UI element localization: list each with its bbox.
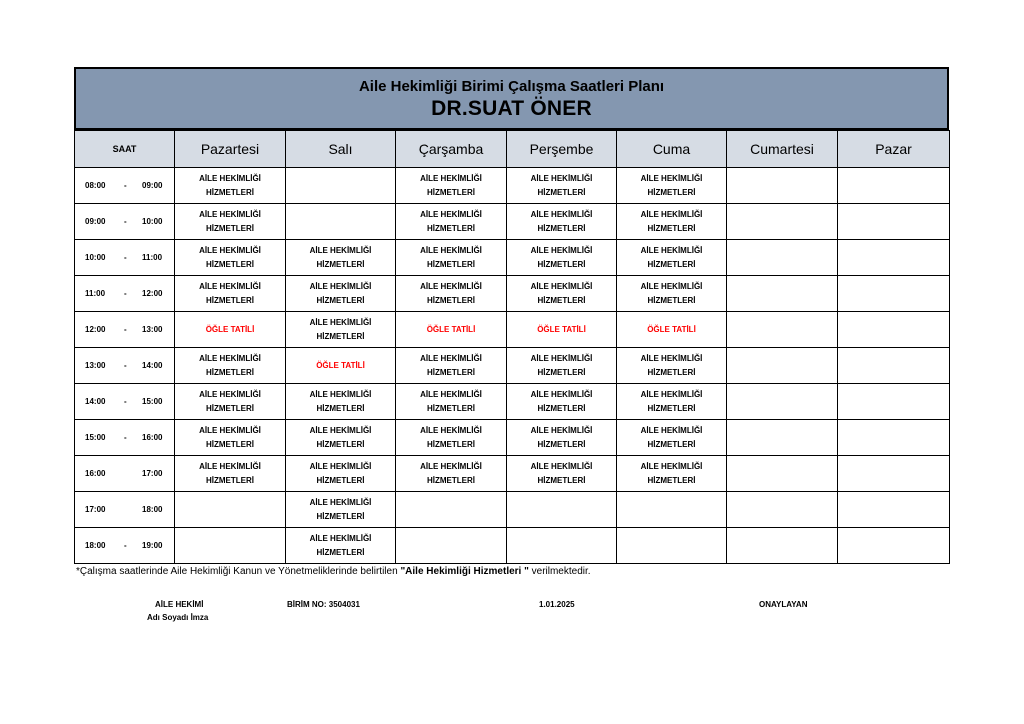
- unit-number: BİRİM NO: 3504031: [287, 600, 360, 609]
- service-label: AİLE HEKİMLİĞİ HİZMETLERİ: [309, 281, 372, 305]
- signature-name-sign: Adı Soyadı İmza: [147, 613, 209, 622]
- time-start: 09:00: [85, 216, 106, 226]
- time-separator: -: [124, 360, 127, 370]
- schedule-cell-monday: [175, 420, 286, 456]
- time-separator: -: [124, 252, 127, 262]
- lunch-break-label: ÖĞLE TATİLİ: [205, 324, 255, 334]
- table-row: [75, 492, 950, 528]
- time-start: 14:00: [85, 396, 106, 406]
- service-label: AİLE HEKİMLİĞİ HİZMETLERİ: [420, 173, 482, 197]
- day-header-tuesday: Salı: [286, 131, 396, 168]
- service-label: AİLE HEKİMLİĞİ HİZMETLERİ: [640, 281, 703, 305]
- time-end: 16:00: [142, 432, 163, 442]
- day-header-sunday: Pazar: [838, 131, 950, 168]
- time-start: 17:00: [85, 504, 106, 514]
- table-row: [75, 204, 950, 240]
- schedule-cell-thursday: [507, 492, 617, 528]
- schedule-cell-sunday: [838, 420, 950, 456]
- schedule-cell-wednesday: [396, 312, 507, 348]
- schedule-cell-sunday: [838, 456, 950, 492]
- schedule-cell-saturday: [727, 420, 838, 456]
- schedule-cell-thursday: [507, 276, 617, 312]
- schedule-cell-monday: [175, 492, 286, 528]
- signature-role: AİLE HEKİMİ: [155, 600, 204, 609]
- time-start: 08:00: [85, 180, 106, 190]
- schedule-cell-thursday: [507, 312, 617, 348]
- schedule-cell-thursday: [507, 384, 617, 420]
- schedule-cell-wednesday: [396, 492, 507, 528]
- service-label: AİLE HEKİMLİĞİ HİZMETLERİ: [530, 173, 593, 197]
- time-separator: -: [124, 432, 127, 442]
- schedule-cell-sunday: [838, 204, 950, 240]
- time-slot-cell: [75, 276, 175, 312]
- lunch-break-label: ÖĞLE TATİLİ: [537, 324, 586, 334]
- schedule-cell-tuesday: [286, 312, 396, 348]
- time-end: 12:00: [142, 288, 163, 298]
- schedule-cell-wednesday: [396, 420, 507, 456]
- table-row: [75, 312, 950, 348]
- table-row: [75, 276, 950, 312]
- time-end: 09:00: [142, 180, 163, 190]
- day-header-friday: Cuma: [617, 131, 727, 168]
- time-separator: -: [124, 180, 127, 190]
- schedule-cell-tuesday: [286, 420, 396, 456]
- time-start: 18:00: [85, 540, 106, 550]
- service-label: AİLE HEKİMLİĞİ HİZMETLERİ: [309, 317, 372, 341]
- service-label: AİLE HEKİMLİĞİ HİZMETLERİ: [199, 209, 261, 233]
- schedule-cell-wednesday: [396, 528, 507, 564]
- service-label: AİLE HEKİMLİĞİ HİZMETLERİ: [640, 425, 703, 449]
- time-slot-cell: [75, 348, 175, 384]
- schedule-cell-monday: [175, 276, 286, 312]
- schedule-cell-tuesday: [286, 168, 396, 204]
- schedule-body: [75, 168, 950, 564]
- doctor-name: DR.SUAT ÖNER: [431, 97, 592, 120]
- service-label: AİLE HEKİMLİĞİ HİZMETLERİ: [530, 425, 593, 449]
- time-separator: -: [124, 288, 127, 298]
- table-row: [75, 528, 950, 564]
- service-label: AİLE HEKİMLİĞİ HİZMETLERİ: [420, 461, 482, 485]
- schedule-cell-thursday: [507, 204, 617, 240]
- lunch-break-label: ÖĞLE TATİLİ: [316, 360, 365, 370]
- table-row: [75, 384, 950, 420]
- time-slot-cell: [75, 204, 175, 240]
- schedule-cell-saturday: [727, 240, 838, 276]
- schedule-cell-wednesday: [396, 240, 507, 276]
- time-end: 14:00: [142, 360, 163, 370]
- schedule-cell-monday: [175, 528, 286, 564]
- time-slot-cell: [75, 456, 175, 492]
- schedule-cell-thursday: [507, 240, 617, 276]
- schedule-cell-wednesday: [396, 384, 507, 420]
- schedule-cell-saturday: [727, 348, 838, 384]
- time-slot-cell: [75, 240, 175, 276]
- schedule-cell-friday: [617, 492, 727, 528]
- time-end: 10:00: [142, 216, 163, 226]
- schedule-title: Aile Hekimliği Birimi Çalışma Saatleri Planı: [358, 78, 665, 95]
- service-label: AİLE HEKİMLİĞİ HİZMETLERİ: [199, 389, 261, 413]
- schedule-cell-saturday: [727, 312, 838, 348]
- schedule-cell-sunday: [838, 240, 950, 276]
- lunch-break-label: ÖĞLE TATİLİ: [647, 324, 696, 334]
- lunch-break-label: ÖĞLE TATİLİ: [426, 324, 476, 334]
- time-separator: -: [124, 324, 127, 334]
- service-label: AİLE HEKİMLİĞİ HİZMETLERİ: [640, 353, 703, 377]
- time-end: 17:00: [142, 468, 163, 478]
- schedule-cell-saturday: [727, 528, 838, 564]
- table-row: [75, 168, 950, 204]
- schedule-cell-tuesday: [286, 492, 396, 528]
- schedule-cell-friday: [617, 276, 727, 312]
- time-start: 12:00: [85, 324, 106, 334]
- time-end: 13:00: [142, 324, 163, 334]
- service-label: AİLE HEKİMLİĞİ HİZMETLERİ: [309, 497, 372, 521]
- schedule-cell-friday: [617, 420, 727, 456]
- table-row: [75, 456, 950, 492]
- time-slot-cell: [75, 312, 175, 348]
- schedule-cell-thursday: [507, 528, 617, 564]
- schedule-cell-friday: [617, 204, 727, 240]
- schedule-cell-tuesday: [286, 456, 396, 492]
- schedule-cell-saturday: [727, 492, 838, 528]
- schedule-cell-monday: [175, 312, 286, 348]
- service-label: AİLE HEKİMLİĞİ HİZMETLERİ: [640, 245, 703, 269]
- time-slot-cell: [75, 492, 175, 528]
- schedule-cell-monday: [175, 204, 286, 240]
- schedule-cell-monday: [175, 240, 286, 276]
- schedule-cell-sunday: [838, 168, 950, 204]
- schedule-sheet: [74, 67, 949, 564]
- schedule-cell-tuesday: [286, 204, 396, 240]
- service-label: AİLE HEKİMLİĞİ HİZMETLERİ: [530, 209, 593, 233]
- time-start: 11:00: [85, 288, 106, 298]
- time-start: 16:00: [85, 468, 106, 478]
- schedule-cell-saturday: [727, 384, 838, 420]
- service-label: AİLE HEKİMLİĞİ HİZMETLERİ: [640, 209, 703, 233]
- approver-label: ONAYLAYAN: [759, 600, 808, 609]
- day-header-saturday: Cumartesi: [727, 131, 838, 168]
- schedule-cell-wednesday: [396, 456, 507, 492]
- service-label: AİLE HEKİMLİĞİ HİZMETLERİ: [199, 425, 261, 449]
- time-end: 18:00: [142, 504, 163, 514]
- time-slot-cell: [75, 528, 175, 564]
- schedule-cell-monday: [175, 456, 286, 492]
- schedule-cell-saturday: [727, 204, 838, 240]
- schedule-cell-friday: [617, 168, 727, 204]
- schedule-cell-monday: [175, 384, 286, 420]
- table-row: [75, 420, 950, 456]
- service-label: AİLE HEKİMLİĞİ HİZMETLERİ: [530, 281, 593, 305]
- table-row: [75, 240, 950, 276]
- schedule-cell-tuesday: [286, 528, 396, 564]
- service-label: AİLE HEKİMLİĞİ HİZMETLERİ: [530, 245, 593, 269]
- service-label: AİLE HEKİMLİĞİ HİZMETLERİ: [199, 353, 261, 377]
- schedule-cell-thursday: [507, 420, 617, 456]
- schedule-cell-sunday: [838, 492, 950, 528]
- schedule-cell-monday: [175, 348, 286, 384]
- service-label: AİLE HEKİMLİĞİ HİZMETLERİ: [199, 461, 261, 485]
- time-start: 15:00: [85, 432, 106, 442]
- schedule-cell-friday: [617, 384, 727, 420]
- service-label: AİLE HEKİMLİĞİ HİZMETLERİ: [199, 173, 261, 197]
- day-header-wednesday: Çarşamba: [396, 131, 507, 168]
- service-label: AİLE HEKİMLİĞİ HİZMETLERİ: [640, 173, 703, 197]
- time-start: 10:00: [85, 252, 106, 262]
- service-label: AİLE HEKİMLİĞİ HİZMETLERİ: [420, 245, 482, 269]
- schedule-cell-thursday: [507, 348, 617, 384]
- schedule-cell-sunday: [838, 384, 950, 420]
- service-label: AİLE HEKİMLİĞİ HİZMETLERİ: [420, 353, 482, 377]
- schedule-cell-tuesday: [286, 348, 396, 384]
- footnote-emphasis: "Aile Hekimliği Hizmetleri ": [400, 566, 529, 577]
- service-label: AİLE HEKİMLİĞİ HİZMETLERİ: [420, 389, 482, 413]
- time-slot-cell: [75, 420, 175, 456]
- service-label: AİLE HEKİMLİĞİ HİZMETLERİ: [420, 209, 482, 233]
- time-separator: -: [124, 396, 127, 406]
- schedule-cell-wednesday: [396, 204, 507, 240]
- service-label: AİLE HEKİMLİĞİ HİZMETLERİ: [420, 425, 482, 449]
- time-end: 11:00: [142, 252, 163, 262]
- table-row: [75, 348, 950, 384]
- schedule-cell-friday: [617, 528, 727, 564]
- schedule-cell-friday: [617, 312, 727, 348]
- service-label: AİLE HEKİMLİĞİ HİZMETLERİ: [309, 245, 372, 269]
- service-label: AİLE HEKİMLİĞİ HİZMETLERİ: [530, 353, 593, 377]
- service-label: AİLE HEKİMLİĞİ HİZMETLERİ: [309, 461, 372, 485]
- schedule-cell-thursday: [507, 168, 617, 204]
- footnote-suffix: verilmektedir.: [528, 566, 591, 577]
- title-band: [74, 67, 949, 130]
- schedule-cell-saturday: [727, 276, 838, 312]
- schedule-cell-sunday: [838, 276, 950, 312]
- schedule-cell-wednesday: [396, 168, 507, 204]
- header-row: [75, 131, 950, 168]
- time-slot-cell: [75, 168, 175, 204]
- schedule-cell-wednesday: [396, 276, 507, 312]
- time-column-header: SAAT: [75, 131, 175, 168]
- day-header-monday: Pazartesi: [175, 131, 286, 168]
- service-label: AİLE HEKİMLİĞİ HİZMETLERİ: [199, 281, 261, 305]
- time-start: 13:00: [85, 360, 106, 370]
- schedule-cell-tuesday: [286, 276, 396, 312]
- schedule-cell-thursday: [507, 456, 617, 492]
- footnote: [76, 566, 591, 577]
- day-header-thursday: Perşembe: [507, 131, 617, 168]
- schedule-cell-sunday: [838, 528, 950, 564]
- schedule-cell-tuesday: [286, 384, 396, 420]
- schedule-table: [74, 130, 950, 564]
- schedule-cell-wednesday: [396, 348, 507, 384]
- schedule-cell-monday: [175, 168, 286, 204]
- schedule-cell-sunday: [838, 348, 950, 384]
- schedule-cell-saturday: [727, 456, 838, 492]
- service-label: AİLE HEKİMLİĞİ HİZMETLERİ: [640, 461, 703, 485]
- time-slot-cell: [75, 384, 175, 420]
- time-end: 15:00: [142, 396, 163, 406]
- service-label: AİLE HEKİMLİĞİ HİZMETLERİ: [420, 281, 482, 305]
- schedule-cell-friday: [617, 456, 727, 492]
- schedule-cell-friday: [617, 240, 727, 276]
- footnote-prefix: *Çalışma saatlerinde Aile Hekimliği Kanun ve Yönetmeliklerinde belirtilen: [76, 566, 401, 577]
- time-end: 19:00: [142, 540, 163, 550]
- service-label: AİLE HEKİMLİĞİ HİZMETLERİ: [530, 389, 593, 413]
- schedule-cell-sunday: [838, 312, 950, 348]
- time-separator: -: [124, 216, 127, 226]
- schedule-cell-saturday: [727, 168, 838, 204]
- document-date: 1.01.2025: [539, 600, 575, 609]
- schedule-cell-tuesday: [286, 240, 396, 276]
- schedule-cell-friday: [617, 348, 727, 384]
- service-label: AİLE HEKİMLİĞİ HİZMETLERİ: [309, 425, 372, 449]
- service-label: AİLE HEKİMLİĞİ HİZMETLERİ: [199, 245, 261, 269]
- service-label: AİLE HEKİMLİĞİ HİZMETLERİ: [309, 533, 372, 557]
- service-label: AİLE HEKİMLİĞİ HİZMETLERİ: [640, 389, 703, 413]
- time-separator: -: [124, 540, 127, 550]
- service-label: AİLE HEKİMLİĞİ HİZMETLERİ: [530, 461, 593, 485]
- service-label: AİLE HEKİMLİĞİ HİZMETLERİ: [309, 389, 372, 413]
